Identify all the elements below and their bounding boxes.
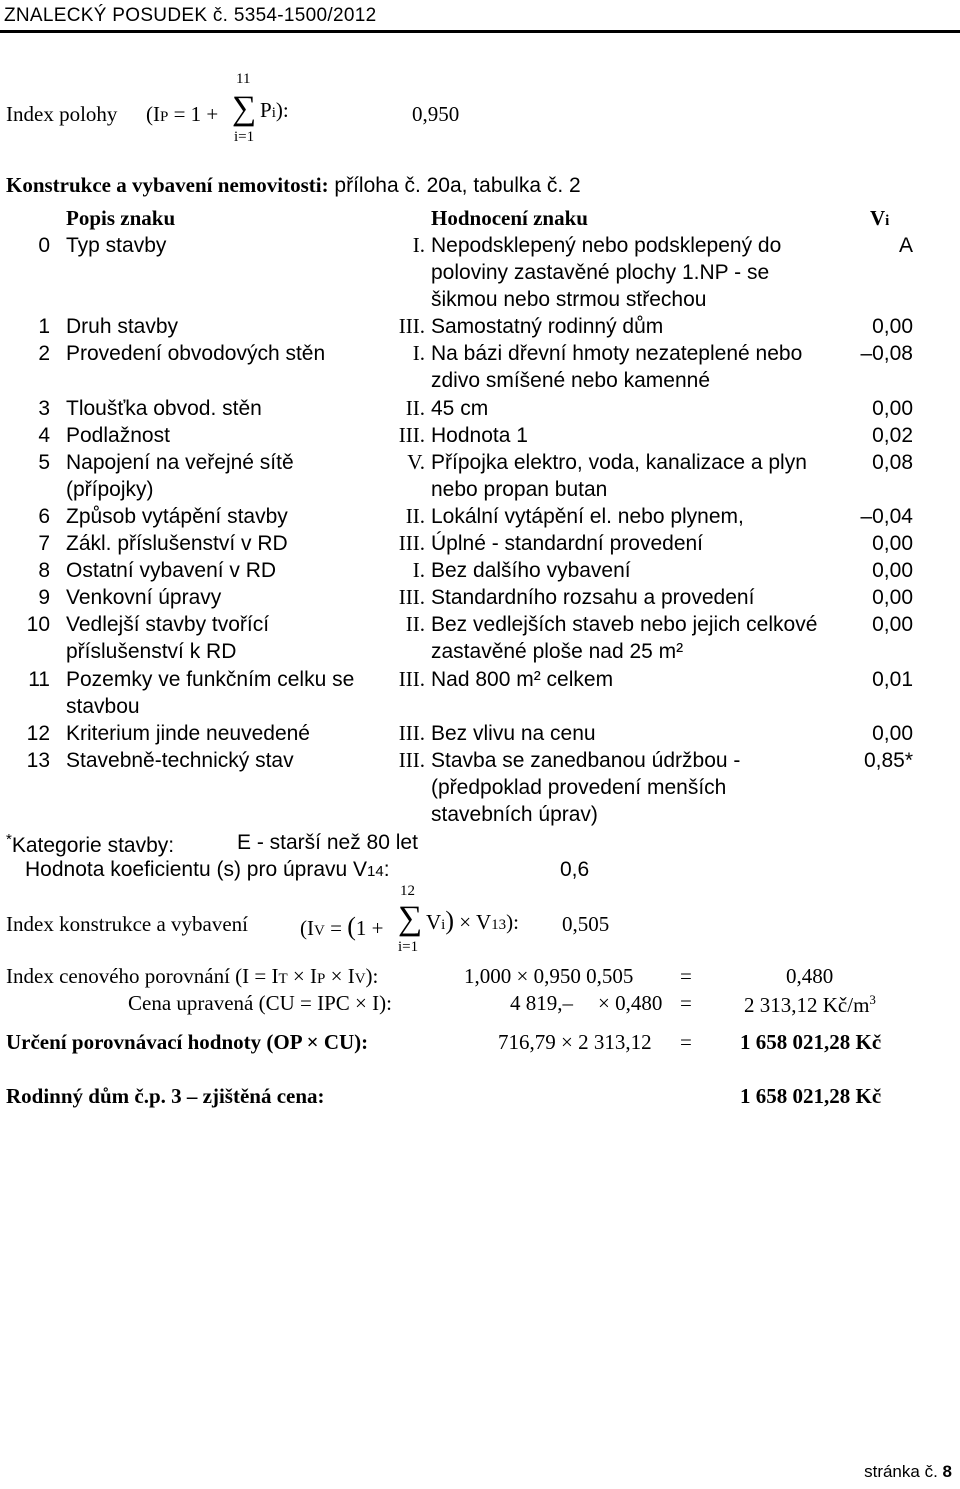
row-criterion-line: Vedlejší stavby tvořící xyxy=(66,613,270,636)
row-number: 9 xyxy=(38,586,50,609)
index-cenoveho-label: Index cenového porovnání (I = IT × IP × IV): xyxy=(6,964,379,988)
row-number: 8 xyxy=(38,559,50,582)
row-level: III. xyxy=(398,531,425,555)
row-description-line: Bez vedlejších staveb nebo jejich celkové xyxy=(431,613,818,636)
row-level: V. xyxy=(407,450,425,474)
index-cenoveho-values: 1,000 × 0,950 0,505 xyxy=(464,964,634,988)
row-value: 0,00 xyxy=(872,586,913,609)
cena-upravena-times: × 0,480 xyxy=(598,991,663,1015)
row-number: 11 xyxy=(28,668,50,691)
row-criterion xyxy=(66,232,396,259)
row-criterion-line: Kriterium jinde neuvedené xyxy=(66,722,310,745)
row-level: III. xyxy=(398,585,425,609)
row-level: II. xyxy=(405,504,425,528)
urceni-label: Určení porovnávací hodnoty (OP × CU): xyxy=(6,1030,369,1054)
row-criterion xyxy=(66,747,396,774)
index-cenoveho-eq: = xyxy=(680,964,692,988)
document-header: ZNALECKÝ POSUDEK č. 5354-1500/2012 xyxy=(4,5,377,26)
row-value: 0,00 xyxy=(872,613,913,636)
row-number: 10 xyxy=(26,613,50,636)
row-number: 13 xyxy=(26,749,50,772)
row-description-line: Nepodsklepený nebo podsklepený do xyxy=(431,234,782,257)
row-criterion-line: Venkovní úpravy xyxy=(66,586,222,609)
row-description-line: šikmou nebo strmou střechou xyxy=(431,288,707,311)
row-number: 6 xyxy=(38,505,50,528)
row-criterion xyxy=(66,422,396,449)
row-number: 1 xyxy=(38,315,50,338)
row-criterion-line: Způsob vytápění stavby xyxy=(66,505,288,528)
row-description-line: stavebních úprav) xyxy=(431,803,598,826)
row-description-line: Přípojka elektro, voda, kanalizace a plyn xyxy=(431,451,807,474)
row-criterion-line: Provedení obvodových stěn xyxy=(66,342,326,365)
row-value: 0,00 xyxy=(872,315,913,338)
row-criterion-line: Napojení na veřejné sítě xyxy=(66,451,294,474)
row-criterion-line: Stavebně-technický stav xyxy=(66,749,294,772)
page-footer: stránka č. 8 xyxy=(864,1462,952,1481)
row-description-line: Úplné - standardní provedení xyxy=(431,532,704,555)
row-criterion-line: Typ stavby xyxy=(66,234,167,257)
row-level: III. xyxy=(398,748,425,772)
row-value: –0,08 xyxy=(860,342,913,365)
sigma-symbol-2: ∑ xyxy=(398,900,423,937)
row-criterion-line: Ostatní vybavení v RD xyxy=(66,559,277,582)
index-konstrukce-label: Index konstrukce a vybavení xyxy=(6,912,249,936)
row-description-line: (předpoklad provedení menších xyxy=(431,776,727,799)
sum-upper-bound: 11 xyxy=(236,71,251,87)
row-value: 0,85* xyxy=(863,749,913,772)
urceni-eq: = xyxy=(680,1030,692,1054)
kategorie-line: *Kategorie stavby: xyxy=(6,831,175,857)
konstrukce-heading: Konstrukce a vybavení nemovitosti: příloha č. 20a, tabulka č. 2 xyxy=(6,173,581,197)
row-criterion-line: Pozemky ve funkčním celku se xyxy=(66,668,355,691)
cena-upravena-eq: = xyxy=(680,991,692,1015)
row-criterion xyxy=(66,530,396,557)
row-value: 0,08 xyxy=(872,451,913,474)
row-description-line: Bez vlivu na cenu xyxy=(431,722,596,745)
header-rule xyxy=(0,30,960,33)
index-cenoveho-result: 0,480 xyxy=(786,964,834,988)
row-number: 0 xyxy=(38,234,50,257)
row-criterion xyxy=(66,340,396,367)
index-konstrukce-formula: (IV = (1 + xyxy=(300,912,384,941)
row-description-line: Stavba se zanedbanou údržbou - xyxy=(431,749,741,772)
row-criterion xyxy=(66,584,396,611)
sum-upper-bound-12: 12 xyxy=(400,883,415,899)
rodinny-dum-result: 1 658 021,28 Kč xyxy=(740,1084,882,1108)
kategorie-value: E - starší než 80 let xyxy=(237,831,418,854)
row-description-line: Nad 800 m² celkem xyxy=(431,668,614,691)
sum-lower-bound: i=1 xyxy=(234,129,255,145)
row-criterion xyxy=(66,503,396,530)
row-value: 0,02 xyxy=(872,424,913,447)
row-criterion-line: Druh stavby xyxy=(66,315,179,338)
row-number: 2 xyxy=(38,342,50,365)
row-level: III. xyxy=(398,721,425,745)
row-criterion-line: (přípojky) xyxy=(66,478,154,501)
sum-lower-bound-2: i=1 xyxy=(398,939,419,955)
index-konstrukce-value: 0,505 xyxy=(562,912,610,936)
row-criterion xyxy=(66,611,396,665)
row-criterion-line: Podlažnost xyxy=(66,424,170,447)
row-criterion xyxy=(66,720,396,747)
row-number: 3 xyxy=(38,397,50,420)
row-criterion-line: Tloušťka obvod. stěn xyxy=(66,397,262,420)
col-header-vi: Vi xyxy=(870,206,890,230)
row-number: 5 xyxy=(38,451,50,474)
row-description-line: Bez dalšího vybavení xyxy=(431,559,631,582)
row-description-line: nebo propan butan xyxy=(431,478,608,501)
col-header-hodnoceni: Hodnocení znaku xyxy=(431,206,588,230)
index-polohy-formula: (IP = 1 + xyxy=(146,102,219,126)
row-description-line: Na bázi dřevní hmoty nezateplené nebo xyxy=(431,342,803,365)
col-header-popis: Popis znaku xyxy=(66,206,176,230)
row-level: I. xyxy=(412,341,425,365)
row-description-line: zastavěné ploše nad 25 m² xyxy=(431,640,684,663)
koeficient-label: Hodnota koeficientu (s) pro úpravu V14: xyxy=(25,858,390,881)
row-criterion xyxy=(66,395,396,422)
row-level: I. xyxy=(412,558,425,582)
row-value: 0,01 xyxy=(872,668,913,691)
row-value: 0,00 xyxy=(872,397,913,420)
row-criterion xyxy=(66,557,396,584)
cena-upravena-values: 4 819,– xyxy=(510,991,573,1015)
row-criterion-line: Zákl. příslušenství v RD xyxy=(66,532,288,555)
row-value: 0,00 xyxy=(872,532,913,555)
row-description-line: Lokální vytápění el. nebo plynem, xyxy=(431,505,744,528)
row-description-line: Samostatný rodinný dům xyxy=(431,315,664,338)
row-criterion xyxy=(66,449,396,503)
row-level: III. xyxy=(398,667,425,691)
rodinny-dum-label: Rodinný dům č.p. 3 – zjištěná cena: xyxy=(6,1084,325,1108)
row-value: A xyxy=(898,234,913,257)
row-criterion-line: příslušenství k RD xyxy=(66,640,237,663)
row-level: III. xyxy=(398,423,425,447)
row-criterion xyxy=(66,666,396,720)
row-number: 4 xyxy=(38,424,50,447)
row-value: 0,00 xyxy=(872,722,913,745)
index-polohy-value: 0,950 xyxy=(412,102,460,126)
row-number: 7 xyxy=(38,532,50,555)
index-polohy-label: Index polohy xyxy=(6,102,118,126)
row-level: I. xyxy=(412,233,425,257)
row-criterion-line: stavbou xyxy=(66,695,140,718)
row-criterion xyxy=(66,313,396,340)
urceni-values: 716,79 × 2 313,12 xyxy=(498,1030,652,1054)
urceni-result: 1 658 021,28 Kč xyxy=(740,1030,882,1054)
row-value: –0,04 xyxy=(860,505,913,528)
row-description-line: poloviny zastavěné plochy 1.NP - se xyxy=(431,261,770,284)
row-description-line: 45 cm xyxy=(431,397,489,420)
row-level: III. xyxy=(398,314,425,338)
index-polohy-term: Pi): xyxy=(260,98,289,122)
koeficient-value: 0,6 xyxy=(560,858,590,881)
row-number: 12 xyxy=(26,722,50,745)
row-level: II. xyxy=(405,396,425,420)
index-konstrukce-term: Vi) × V13): xyxy=(426,906,519,935)
row-description-line: Standardního rozsahu a provedení xyxy=(431,586,755,609)
cena-upravena-result: 2 313,12 $Kč/m^3$ xyxy=(744,992,876,1017)
row-value: 0,00 xyxy=(872,559,913,582)
cena-upravena-label: Cena upravená (CU = IPC × I): xyxy=(128,991,392,1015)
sigma-symbol: ∑ xyxy=(232,90,257,127)
row-level: II. xyxy=(405,612,425,636)
row-description-line: zdivo smíšené nebo kamenné xyxy=(431,369,710,392)
row-description-line: Hodnota 1 xyxy=(431,424,528,447)
